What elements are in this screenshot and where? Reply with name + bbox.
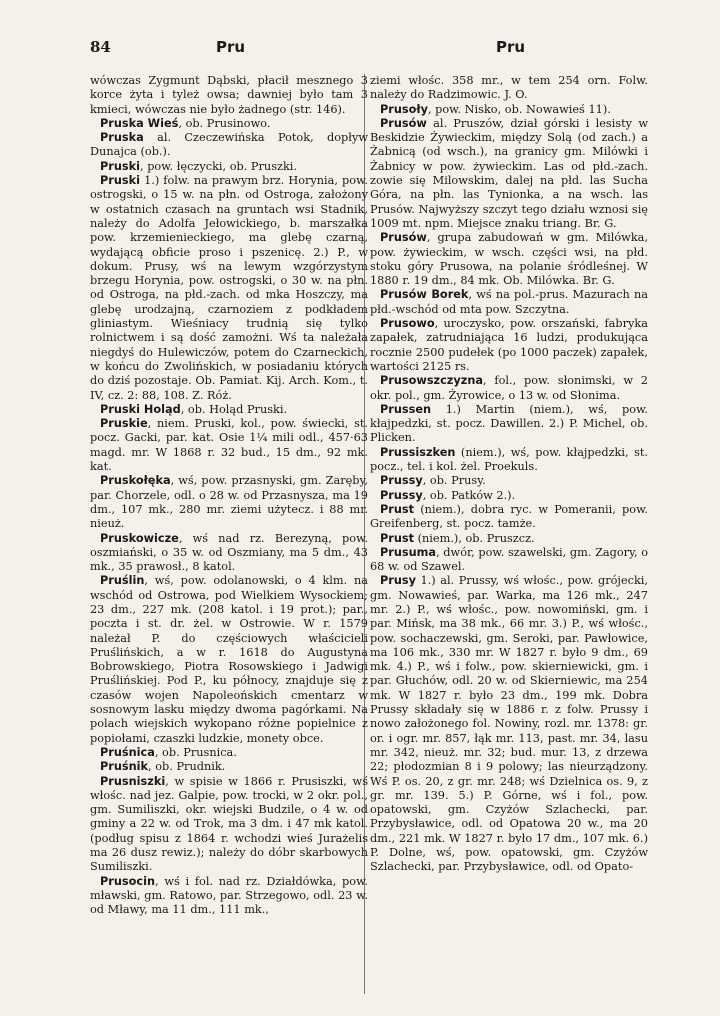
entry-text: (niem.), ob. Pruszcz.: [414, 531, 535, 545]
entry-headword: Prusowo: [380, 317, 435, 331]
dictionary-entry: [90, 160, 368, 174]
entry-text: al. Pruszów, dział górski i lesisty w Beskidzie Żywieckim, między Solą (od zach.) a Żabnicą (od wsch.), na granicy gm. Milówki i Żabnicy w pow. żywieckim. Las od płd.-zach. zowie się Milowskim, dalej na płd. las Sucha Góra, na płn. las Tynionka, a na wsch. las Prusów. Najwyższy szczyt tego działu wznosi się 1009 mt. npm. Miejsce znaku triang. Br. G.: [370, 116, 648, 230]
entry-headword: Pruśnik: [100, 760, 149, 774]
dictionary-entry: [370, 288, 648, 317]
entry-text: , w spisie w 1866 r. Prusiszki, wś włośc. nad jez. Galpie, pow. trocki, w 2 okr. pol., gm. Sumiliszki, okr. wiejski Budzile, o 4 w. od gminy a 22 w. od Trok, ma 3 dm. i 47 mk katol. (podług spisu z 1864 r. wchodzi wieś Jurażelis ma 26 dusz rewiz.); należy do dóbr skarbowych Sumiliszki.: [90, 774, 368, 874]
dictionary-entry: [90, 574, 368, 746]
entry-text: , ob. Prusinowo.: [178, 116, 271, 130]
entry-text: , wś nad rz. Berezyną, pow. oszmiański, o 35 w. od Oszmiany, ma 5 dm., 43 mk., 35 prawosł., 8 katol.: [90, 531, 368, 574]
entry-headword: Prussen: [380, 402, 432, 416]
entry-text: , wś, pow. odolanowski, o 4 klm. na wschód od Ostrowa, pod Wielkiem Wysockiem; 23 dm., 227 mk. (208 katol. i 19 prot.); par., poczta i st. dr. żel. w Ostrowie. W r. 1579 należał P. do częściowych właścicieli Pruślińskich, a w r. 1618 do Augustyna Bobrowskiego, Piotra Rosowskiego i Jadwigi Pruślińskiej. Pod P., ku północy, znajduje się z czasów wojen Napoleońskich cmentarz w sosnowym lasku między dwoma pagórkami. Na polach wiejskich wykopano różne popielnice z popiołami, czaszki ludzkie, monety obce.: [90, 574, 368, 745]
dictionary-entry: [90, 131, 368, 160]
dictionary-entry: [90, 403, 368, 417]
dictionary-entry: [90, 875, 368, 918]
entry-text: , wś na pol.-prus. Mazurach na płd.-wschód od mta pow. Szczytna.: [370, 288, 648, 316]
dictionary-entry: [370, 231, 648, 288]
entry-headword: Prusów Borek: [380, 288, 469, 302]
entry-headword: Pruska: [100, 131, 144, 145]
dictionary-entry: [370, 317, 648, 374]
dictionary-entry: [370, 74, 648, 103]
entry-text: , uroczysko, pow. orszański, fabryka zapałek, zatrudniająca 16 ludzi, produkująca rocznie 2500 pudełek (po 1000 paczek) zapałek, wartości 2125 rs.: [370, 317, 648, 373]
entry-text: 1.) Martin (niem.), wś, pow. kłajpedzki, st. pocz. Dawillen. 2.) P. Michel, ob. Plicken.: [370, 402, 648, 445]
entry-text: , ob. Prusnica.: [154, 745, 237, 759]
dictionary-entry: [90, 417, 368, 474]
entry-text: , fol., pow. słonimski, w 2 okr. pol., gm. Żyrowice, o 13 w. od Słonima.: [370, 374, 648, 402]
entry-headword: Prusoły: [380, 102, 428, 116]
dictionary-entry: [90, 174, 368, 403]
entry-text: , ob. Holąd Pruski.: [180, 402, 288, 416]
entry-text: , niem. Pruski, kol., pow. świecki, st. pocz. Gacki, par. kat. Osie 1¼ mili odl., 457·63 magd. mr. W 1868 r. 32 bud., 15 dm., 92 mk. kat.: [90, 417, 368, 474]
dictionary-entry: [370, 532, 648, 546]
entry-headword: Prusów: [380, 116, 427, 130]
dictionary-entry: [370, 374, 648, 403]
entry-text: ziemi włośc. 358 mr., w tem 254 orn. Folw. należy do Radzimowic. J. O.: [370, 74, 648, 102]
dictionary-entry: [370, 446, 648, 475]
entry-text: , pow. Nisko, ob. Nowawieś 11).: [427, 102, 611, 116]
entry-headword: Prusy: [380, 574, 416, 588]
entry-headword: Prussiszken: [380, 445, 456, 459]
entry-headword: Prusuma: [380, 545, 437, 559]
entry-text: 1.) al. Prussy, wś włośc., pow. grójecki, gm. Nowawieś, par. Warka, ma 126 mk., 247 mr. 2.) P., wś włośc., pow. nowomiński, gm. i par. Mińsk, ma 38 mk., 66 mr. 3.) P., wś włośc., pow. sochaczewski, gm. Seroki, par. Pawłowice, ma 106 mk., 330 mr. W 1827 r. było 9 dm., 69 mk. 4.) P., wś i folw., pow. skierniewicki, gm. i par. Głuchów, odl. 20 w. od Skierniewic, ma 254 mk. W 1827 r. było 23 dm., 199 mk. Dobra Prussy składały się w 1886 r. z folw. Prussy i nowo założonego fol. Nowiny, rozl. mr. 1378: gr. or. i ogr. mr. 857, łąk mr. 113, past. mr. 34, lasu mr. 342, nieuż. mr. 32; bud. mur. 13, z drzewa 22; płodozmian 8 i 9 polowy; las nieurządzony. Wś P. os. 20, z gr. mr. 248; wś Dzielnica os. 9, z gr. mr. 139. 5.) P. Górne, wś i fol., pow. opatowski, gm. Czyżów Szlachecki, par. Przybysławice, odl. od Opatowa 20 w., ma 20 dm., 221 mk. W 1827 r. było 17 dm., 107 mk. 6.) P. Dolne, wś, pow. opatowski, gm. Czyżów Szlachecki, par. Przybysławice, odl. od Opato-: [370, 574, 648, 874]
entry-text: 1.) folw. na prawym brz. Horynia, pow. ostrogski, o 15 w. na płn. od Ostroga, założony w ostatnich czasach na gruntach wsi Stadnik, należy do Adolfa Jełowickiego, b. marszałka pow. krzemienieckiego, ma glebę czarną, wydającą obficie proso i pszenicę. 2.) P., w dokum. Prusy, wś na lewym wzgórzystym brzegu Horynia, pow. ostrogski, o 30 w. na płn. od Ostroga, na płd.-zach. od mka Hoszczy, ma glebę urodzajną, czarnoziem z podkładem gliniastym. Wieśniacy trudnią się tylko rolnictwem i są dość zamożni. Wś ta należała niegdyś do Hulewiczów, potem do Czarneckich, w końcu do Zwolińskich, w posiadaniu których do dziś pozostaje. Ob. Pamiat. Kij. Arch. Kom., t. IV, cz. 2: 88, 108. Z. Róż.: [90, 174, 368, 402]
entry-headword: Prust: [380, 502, 415, 516]
entry-headword: Pruślin: [100, 574, 145, 588]
page-number: 84: [90, 38, 111, 56]
entry-headword: Pruskołęka: [100, 474, 171, 488]
dictionary-entry: [370, 403, 648, 446]
dictionary-entry: [370, 117, 648, 231]
dictionary-entry: [90, 760, 368, 774]
page-header: [90, 38, 650, 62]
dictionary-entry: [90, 474, 368, 531]
entry-headword: Pruskie: [100, 417, 148, 431]
dictionary-entry: [370, 474, 648, 488]
entry-headword: Pruski: [100, 174, 141, 188]
entry-text: , wś i fol. nad rz. Działdówka, pow. mławski, gm. Ratowo, par. Strzegowo, odl. 23 w. od Mławy, ma 11 dm., 111 mk.,: [90, 874, 368, 917]
entry-text: , ob. Patków 2.).: [422, 488, 516, 502]
running-head-right: Pru: [496, 38, 526, 56]
entry-text: (niem.), dobra ryc. w Pomeranii, pow. Greifenberg, st. pocz. tamże.: [370, 502, 648, 531]
entry-headword: Pruski Holąd: [100, 402, 181, 416]
dictionary-entry: [90, 746, 368, 760]
dictionary-entry: [370, 489, 648, 503]
entry-headword: Prusowszczyzna: [380, 374, 483, 388]
entry-headword: Pruska Wieś: [100, 116, 179, 130]
dictionary-entry: [90, 74, 368, 117]
entry-headword: Prusniszki: [100, 774, 166, 788]
dictionary-entry: [90, 775, 368, 875]
entry-headword: Prusocin: [100, 874, 155, 888]
entry-text: , dwór, pow. szawelski, gm. Zagory, o 68 w. od Szawel.: [370, 545, 648, 574]
left-column: [90, 74, 368, 918]
dictionary-entry: [90, 532, 368, 575]
entry-headword: Prussy: [380, 488, 423, 502]
dictionary-entry: [370, 574, 648, 874]
entry-text: , ob. Prusy.: [422, 474, 486, 488]
entry-text: , grupa zabudowań w gm. Milówka, pow. żywieckim, w wsch. części wsi, na płd. stoku góry Prusowa, na polanie śródleśnej. W 1880 r. 19 dm., 84 mk. Ob. Milówka. Br. G.: [370, 231, 648, 288]
entry-headword: Pruskowicze: [100, 531, 179, 545]
dictionary-entry: [370, 103, 648, 117]
dictionary-entry: [90, 117, 368, 131]
entry-text: (niem.), wś, pow. kłajpedzki, st. pocz., tel. i kol. żel. Proekuls.: [370, 445, 648, 474]
entry-headword: Prussy: [380, 474, 423, 488]
entry-headword: Prusów: [380, 231, 427, 245]
running-head-left: Pru: [216, 38, 246, 56]
entry-headword: Pruśnica: [100, 745, 155, 759]
dictionary-entry: [370, 546, 648, 575]
entry-headword: Pruski: [100, 159, 141, 173]
right-column: [370, 74, 648, 875]
entry-text: al. Czeczewińska Potok, dopływ Dunajca (ob.).: [90, 131, 368, 159]
entry-text: , wś, pow. przasnyski, gm. Zaręby, par. Chorzele, odl. o 28 w. od Przasnysza, ma 19 dm., 107 mk., 280 mr. ziemi użytecz. i 88 mr. nieuż.: [90, 474, 368, 531]
entry-headword: Prust: [380, 531, 415, 545]
entry-text: , ob. Prudnik.: [148, 760, 226, 774]
entry-text: , pow. łęczycki, ob. Pruszki.: [140, 159, 298, 173]
dictionary-entry: [370, 503, 648, 532]
entry-text: wówczas Zygmunt Dąbski, płacił mesznego 3 korce żyta i tyleż owsa; dawniej było tam 3 kmieci, wówczas nie było żadnego (str. 146).: [90, 74, 368, 116]
